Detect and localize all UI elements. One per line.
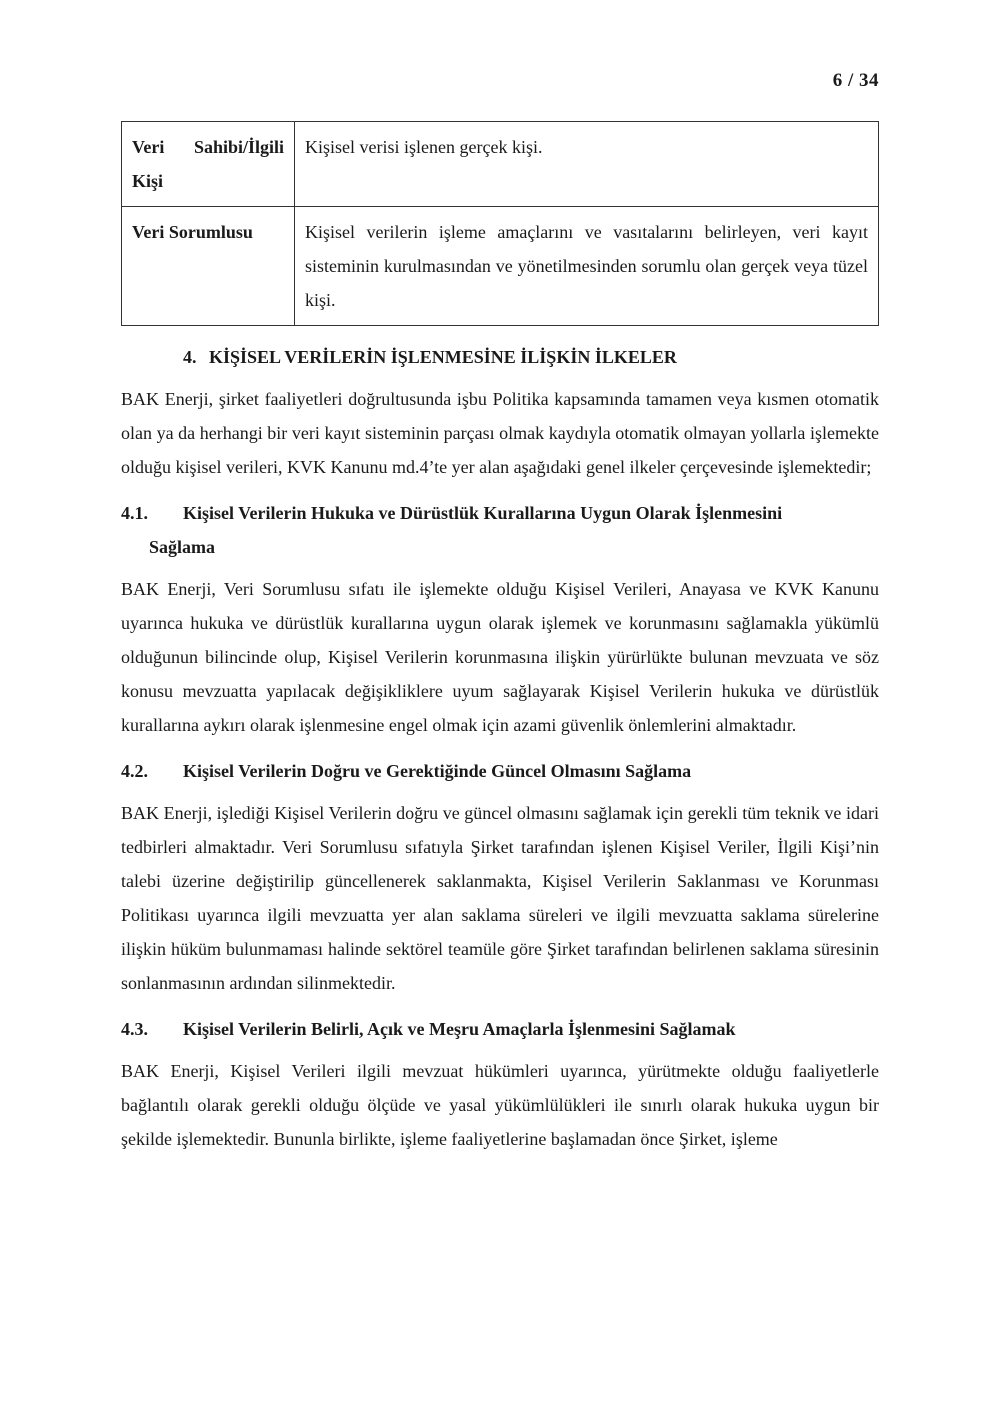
- subsection-title-continued: Sağlama: [149, 537, 216, 557]
- subsection-body: BAK Enerji, Kişisel Verileri ilgili mevzuat hükümleri uyarınca, yürütmekte olduğu faaliyetlerle bağlantılı olarak gerekli olduğu ölçüde ve yasal yükümlülükleri ile sınırlı olarak hukuka uygun bir şekilde işlemektedir. Bununla birlikte, işleme faaliyetlerine başlamadan önce Şirket, işleme: [121, 1061, 879, 1149]
- subsection-number: 4.3.: [121, 1019, 148, 1039]
- subsection-number: 4.1.: [121, 503, 148, 523]
- table-row: [122, 207, 879, 326]
- subsection-heading: [121, 496, 879, 564]
- section-title: KİŞİSEL VERİLERİN İŞLENMESİNE İLİŞKİN İLKELER: [209, 347, 677, 367]
- definition-description: Kişisel verisi işlenen gerçek kişi.: [295, 122, 879, 207]
- section-intro: BAK Enerji, şirket faaliyetleri doğrultusunda işbu Politika kapsamında tamamen veya kısmen otomatik olan ya da herhangi bir veri kayıt sisteminin parçası olmak kaydıyla otomatik olmayan yollarla işlemekte olduğu kişisel verileri, KVK Kanunu md.4’te yer alan aşağıdaki genel ilkeler çerçevesinde işlemektedir;: [121, 389, 879, 477]
- subsection-title: Kişisel Verilerin Hukuka ve Dürüstlük Kurallarına Uygun Olarak İşlenmesini: [183, 503, 783, 523]
- subsection-heading: [121, 1012, 879, 1046]
- definition-description: Kişisel verilerin işleme amaçlarını ve vasıtalarını belirleyen, veri kayıt sisteminin kurulmasından ve yönetilmesinden sorumlu olan gerçek veya tüzel kişi.: [295, 207, 879, 326]
- subsection-title: Kişisel Verilerin Doğru ve Gerektiğinde Güncel Olmasını Sağlama: [183, 761, 692, 781]
- document-body: [121, 340, 879, 1168]
- subsection-heading: [121, 754, 879, 788]
- page-number: 6 / 34: [832, 70, 879, 91]
- definition-term: Veri Sahibi/İlgili Kişi: [122, 122, 295, 207]
- definition-term: Veri Sorumlusu: [122, 207, 295, 326]
- section-number: 4.: [183, 347, 197, 367]
- subsection-number: 4.2.: [121, 761, 148, 781]
- section-heading: [121, 340, 879, 374]
- subsection-body: BAK Enerji, Veri Sorumlusu sıfatı ile işlemekte olduğu Kişisel Verileri, Anayasa ve KVK Kanunu uyarınca hukuka ve dürüstlük kurallarına uygun olarak işlemek ve korunmasını sağlamakla yükümlü olduğunun bilincinde olup, Kişisel Verilerin korunmasına ilişkin yürürlükte bulunan mevzuata ve söz konusu mevzuatta yapılacak değişikliklere uyum sağlayarak Kişisel Verilerin hukuka ve dürüstlük kurallarına aykırı olarak işlenmesine engel olmak için azami güvenlik önlemlerini almaktadır.: [121, 579, 879, 735]
- subsection-body: BAK Enerji, işlediği Kişisel Verilerin doğru ve güncel olmasını sağlamak için gerekli tüm teknik ve idari tedbirleri almaktadır. Veri Sorumlusu sıfatıyla Şirket tarafından işlenen Kişisel Veriler, İlgili Kişi’nin talebi üzerine değiştirilip güncellenerek saklanmakta, Kişisel Verilerin Saklanması ve Korunması Politikası uyarınca ilgili mevzuatta yer alan saklama süreleri ve ilgili mevzuatta saklama sürelerine ilişkin hüküm bulunmaması halinde sektörel teamüle göre Şirket tarafından belirlenen saklama süresinin sonlanmasının ardından silinmektedir.: [121, 803, 879, 993]
- subsection-title: Kişisel Verilerin Belirli, Açık ve Meşru Amaçlarla İşlenmesini Sağlamak: [183, 1019, 736, 1039]
- table-row: [122, 122, 879, 207]
- definitions-table: [121, 121, 879, 326]
